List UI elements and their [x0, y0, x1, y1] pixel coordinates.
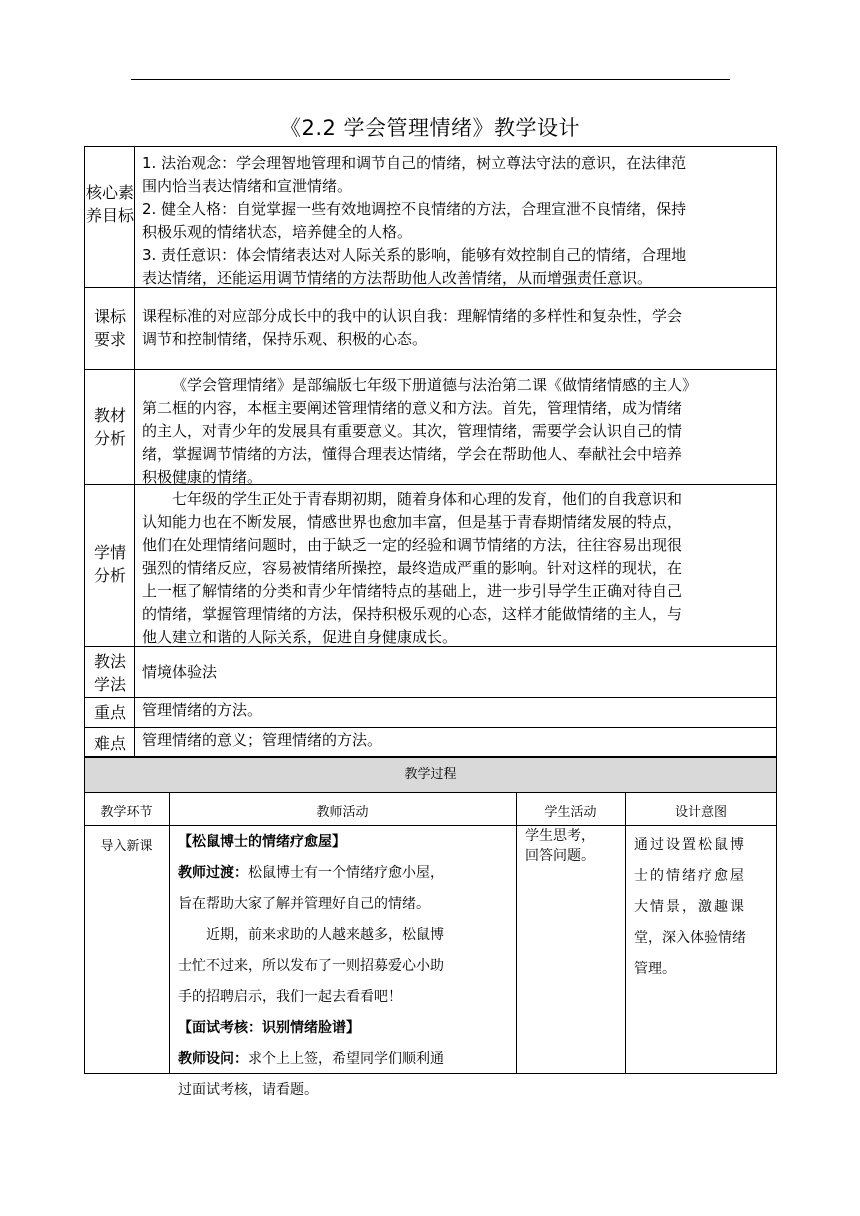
teacher-activity [178, 827, 444, 1106]
section-label-difficulty: 难点 [93, 734, 126, 753]
text-line: 情境体验法 [142, 663, 218, 681]
text-line: 的主人，对青少年的发展具有重要意义。其次，管理情绪，需要学会认识自己的情 [142, 422, 683, 440]
text-line: 他人建立和谐的人际关系，促进自身健康成长。 [142, 628, 458, 646]
text-line: 《学会管理情绪》是部编版七年级下册道德与法治第二课《做情绪情感的主人》 [172, 376, 698, 394]
section-content-key-point [142, 699, 262, 722]
text-line: 认知能力也在不断发展，情感世界也愈加丰富，但是基于青春期情绪发展的特点， [142, 513, 683, 531]
student-activity [525, 826, 595, 866]
section-content-standard [142, 305, 682, 351]
text-line: 绪，掌握调节情绪的方法，懂得合理表达情绪，学会在帮助他人、奉献社会中培养 [142, 445, 683, 463]
teacher-line: 近期，前来求助的人越来越多，松鼠博 [178, 927, 444, 943]
section-content-material [142, 374, 697, 489]
text-line: 上一框了解情绪的分类和青少年情绪特点的基础上，进一步引导学生正确对待自己 [142, 582, 683, 600]
column-header-student: 学生活动 [544, 805, 597, 820]
text-line: 管理情绪的意义；管理情绪的方法。 [142, 731, 383, 749]
intent-line: 士的情绪疗愈屋 [634, 868, 746, 884]
section-content-students [142, 488, 682, 649]
document-title: 《2.2 学会管理情绪》教学设计 [279, 116, 581, 140]
teacher-line: 教师设问：求个上上签，希望同学们顺利通 [178, 1051, 444, 1067]
text-line: 第二框的内容，本框主要阐述管理情绪的意义和方法。首先，管理情绪，成为情绪 [142, 399, 683, 417]
design-intent [634, 830, 746, 985]
row-divider [84, 369, 777, 370]
section-content-core [142, 152, 686, 290]
process-column-divider [516, 792, 517, 1074]
section-label-material: 教材分析 [93, 406, 126, 448]
intent-line: 堂，深入体验情绪 [634, 930, 746, 946]
text-line: 的情绪，掌握管理情绪的方法，保持积极乐观的心态，这样才能做情绪的主人，与 [142, 605, 683, 623]
teacher-line: 旨在帮助大家了解并管理好自己的情绪。 [178, 896, 430, 912]
text-line: 强烈的情绪反应，容易被情绪所操控，最终造成严重的影响。针对这样的现状，在 [142, 559, 683, 577]
student-line: 学生思考， [525, 828, 595, 844]
intent-line: 管理。 [634, 961, 676, 977]
section-label-standard: 课标要求 [93, 307, 126, 349]
text-line: 他们在处理情绪问题时，由于缺乏一定的经验和调节情绪的方法，往往容易出现很 [142, 536, 683, 554]
section-label-core: 核心素养目标 [86, 183, 135, 225]
column-header-teacher: 教师活动 [316, 805, 369, 820]
process-column-divider [169, 792, 170, 1074]
text-line: 围内恰当表达情绪和宣泄情绪。 [142, 177, 353, 195]
section-label-method: 教法学法 [93, 652, 126, 694]
intent-line: 大情景，激趣课 [634, 899, 746, 915]
teacher-line: 【松鼠博士的情绪疗愈屋】 [178, 834, 346, 850]
teacher-line: 士忙不过来，所以发布了一则招募爱心小助 [178, 958, 444, 974]
teacher-line: 【面试考核：识别情绪脸谱】 [178, 1020, 360, 1036]
column-header-intent: 设计意图 [674, 805, 727, 820]
section-label-students: 学情分析 [93, 543, 126, 585]
process-header-row-divider [84, 825, 777, 826]
text-line: 积极健康的情绪。 [142, 468, 263, 486]
text-line: 课程标准的对应部分成长中的我中的认识自我：理解情绪的多样性和复杂性，学会 [142, 307, 683, 325]
text-line: 表达情绪，还能运用调节情绪的方法帮助他人改善情绪，从而增强责任意识。 [142, 269, 653, 287]
section-label-key-point: 重点 [93, 703, 126, 722]
student-line: 回答问题。 [525, 848, 595, 864]
text-line: 积极乐观的情绪状态，培养健全的人格。 [142, 223, 413, 241]
process-column-divider [625, 792, 626, 1074]
row-divider [84, 697, 777, 698]
column-header-stage: 教学环节 [100, 805, 153, 820]
text-line: 3. 责任意识：体会情绪表达对人际关系的影响，能够有效控制自己的情绪，合理地 [142, 246, 687, 264]
text-line: 调节和控制情绪，保持乐观、积极的心态。 [142, 330, 428, 348]
text-line: 1. 法治观念：学会理智地管理和调节自己的情绪，树立尊法守法的意识，在法律范 [142, 154, 687, 172]
row-divider [84, 727, 777, 728]
process-header: 教学过程 [84, 757, 777, 793]
text-line: 管理情绪的方法。 [142, 701, 263, 719]
text-line: 2. 健全人格：自觉掌握一些有效地调控不良情绪的方法，合理宣泄不良情绪，保持 [142, 200, 687, 218]
text-line: 七年级的学生正处于青春期初期，随着身体和心理的发育，他们的自我意识和 [172, 490, 683, 508]
section-content-difficulty [142, 729, 382, 752]
teacher-line: 手的招聘启示，我们一起去看看吧！ [178, 989, 402, 1005]
section-content-method [142, 661, 217, 684]
teacher-line: 过面试考核，请看题。 [178, 1082, 318, 1098]
stage-cell: 导入新课 [100, 839, 153, 854]
intent-line: 通过设置松鼠博 [634, 837, 746, 853]
header-rule [131, 79, 730, 80]
teacher-line: 教师过渡：松鼠博士有一个情绪疗愈小屋， [178, 865, 444, 881]
label-column-divider [134, 146, 135, 757]
